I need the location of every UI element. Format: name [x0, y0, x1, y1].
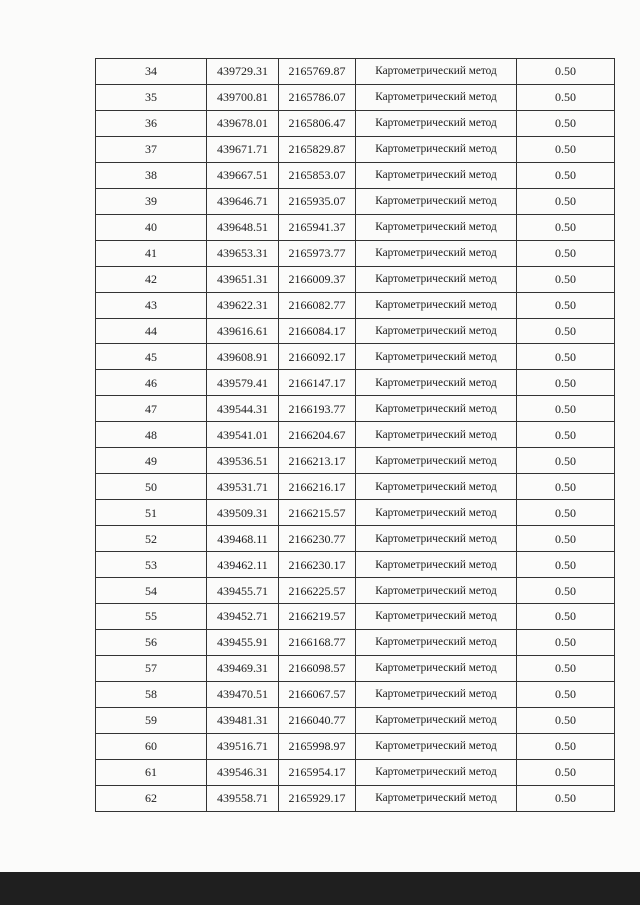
x-coordinate-cell: 439616.61 — [207, 318, 279, 344]
table-row — [96, 604, 615, 630]
table-row — [96, 318, 615, 344]
table-row — [96, 733, 615, 759]
x-coordinate-cell: 439648.51 — [207, 214, 279, 240]
method-cell: Картометрический метод — [356, 759, 517, 785]
point-number-cell: 35 — [96, 84, 207, 110]
accuracy-cell: 0.50 — [517, 396, 615, 422]
accuracy-cell: 0.50 — [517, 526, 615, 552]
y-coordinate-cell: 2165853.07 — [279, 162, 356, 188]
x-coordinate-cell: 439700.81 — [207, 84, 279, 110]
x-coordinate-cell: 439470.51 — [207, 681, 279, 707]
method-cell: Картометрический метод — [356, 136, 517, 162]
table-row — [96, 240, 615, 266]
table-row — [96, 500, 615, 526]
x-coordinate-cell: 439452.71 — [207, 604, 279, 630]
method-cell: Картометрический метод — [356, 318, 517, 344]
y-coordinate-cell: 2165929.17 — [279, 785, 356, 811]
y-coordinate-cell: 2166193.77 — [279, 396, 356, 422]
y-coordinate-cell: 2166082.77 — [279, 292, 356, 318]
method-cell: Картометрический метод — [356, 344, 517, 370]
accuracy-cell: 0.50 — [517, 733, 615, 759]
x-coordinate-cell: 439678.01 — [207, 110, 279, 136]
accuracy-cell: 0.50 — [517, 240, 615, 266]
method-cell: Картометрический метод — [356, 604, 517, 630]
accuracy-cell: 0.50 — [517, 448, 615, 474]
accuracy-cell: 0.50 — [517, 292, 615, 318]
accuracy-cell: 0.50 — [517, 552, 615, 578]
table-row — [96, 214, 615, 240]
y-coordinate-cell: 2166213.17 — [279, 448, 356, 474]
accuracy-cell: 0.50 — [517, 604, 615, 630]
table-row — [96, 266, 615, 292]
point-number-cell: 37 — [96, 136, 207, 162]
method-cell: Картометрический метод — [356, 474, 517, 500]
x-coordinate-cell: 439651.31 — [207, 266, 279, 292]
y-coordinate-cell: 2166225.57 — [279, 578, 356, 604]
point-number-cell: 54 — [96, 578, 207, 604]
method-cell: Картометрический метод — [356, 292, 517, 318]
table-row — [96, 474, 615, 500]
table-row — [96, 422, 615, 448]
x-coordinate-cell: 439516.71 — [207, 733, 279, 759]
method-cell: Картометрический метод — [356, 629, 517, 655]
y-coordinate-cell: 2166040.77 — [279, 707, 356, 733]
accuracy-cell: 0.50 — [517, 655, 615, 681]
point-number-cell: 48 — [96, 422, 207, 448]
scan-bottom-border — [0, 872, 640, 905]
table-row — [96, 344, 615, 370]
y-coordinate-cell: 2165806.47 — [279, 110, 356, 136]
accuracy-cell: 0.50 — [517, 188, 615, 214]
table-row — [96, 448, 615, 474]
accuracy-cell: 0.50 — [517, 84, 615, 110]
y-coordinate-cell: 2166215.57 — [279, 500, 356, 526]
method-cell: Картометрический метод — [356, 578, 517, 604]
x-coordinate-cell: 439544.31 — [207, 396, 279, 422]
x-coordinate-cell: 439646.71 — [207, 188, 279, 214]
y-coordinate-cell: 2166009.37 — [279, 266, 356, 292]
point-number-cell: 56 — [96, 629, 207, 655]
table-row — [96, 188, 615, 214]
x-coordinate-cell: 439671.71 — [207, 136, 279, 162]
point-number-cell: 53 — [96, 552, 207, 578]
accuracy-cell: 0.50 — [517, 344, 615, 370]
accuracy-cell: 0.50 — [517, 422, 615, 448]
method-cell: Картометрический метод — [356, 733, 517, 759]
point-number-cell: 39 — [96, 188, 207, 214]
table-row — [96, 396, 615, 422]
accuracy-cell: 0.50 — [517, 707, 615, 733]
y-coordinate-cell: 2165769.87 — [279, 59, 356, 85]
x-coordinate-cell: 439608.91 — [207, 344, 279, 370]
y-coordinate-cell: 2165786.07 — [279, 84, 356, 110]
point-number-cell: 46 — [96, 370, 207, 396]
accuracy-cell: 0.50 — [517, 214, 615, 240]
method-cell: Картометрический метод — [356, 681, 517, 707]
method-cell: Картометрический метод — [356, 240, 517, 266]
accuracy-cell: 0.50 — [517, 578, 615, 604]
method-cell: Картометрический метод — [356, 396, 517, 422]
method-cell: Картометрический метод — [356, 162, 517, 188]
table-row — [96, 655, 615, 681]
method-cell: Картометрический метод — [356, 500, 517, 526]
accuracy-cell: 0.50 — [517, 629, 615, 655]
y-coordinate-cell: 2165941.37 — [279, 214, 356, 240]
y-coordinate-cell: 2165829.87 — [279, 136, 356, 162]
accuracy-cell: 0.50 — [517, 318, 615, 344]
x-coordinate-cell: 439536.51 — [207, 448, 279, 474]
accuracy-cell: 0.50 — [517, 759, 615, 785]
x-coordinate-cell: 439468.11 — [207, 526, 279, 552]
x-coordinate-cell: 439729.31 — [207, 59, 279, 85]
table-row — [96, 578, 615, 604]
point-number-cell: 52 — [96, 526, 207, 552]
point-number-cell: 62 — [96, 785, 207, 811]
x-coordinate-cell: 439455.91 — [207, 629, 279, 655]
y-coordinate-cell: 2166084.17 — [279, 318, 356, 344]
x-coordinate-cell: 439667.51 — [207, 162, 279, 188]
point-number-cell: 51 — [96, 500, 207, 526]
method-cell: Картометрический метод — [356, 785, 517, 811]
table-row — [96, 59, 615, 85]
method-cell: Картометрический метод — [356, 655, 517, 681]
y-coordinate-cell: 2165954.17 — [279, 759, 356, 785]
method-cell: Картометрический метод — [356, 707, 517, 733]
method-cell: Картометрический метод — [356, 266, 517, 292]
x-coordinate-cell: 439622.31 — [207, 292, 279, 318]
y-coordinate-cell: 2166230.17 — [279, 552, 356, 578]
table-row — [96, 370, 615, 396]
point-number-cell: 34 — [96, 59, 207, 85]
accuracy-cell: 0.50 — [517, 110, 615, 136]
point-number-cell: 57 — [96, 655, 207, 681]
table-row — [96, 681, 615, 707]
accuracy-cell: 0.50 — [517, 500, 615, 526]
point-number-cell: 61 — [96, 759, 207, 785]
table-row — [96, 526, 615, 552]
y-coordinate-cell: 2165973.77 — [279, 240, 356, 266]
coordinates-table-body — [96, 59, 615, 812]
x-coordinate-cell: 439541.01 — [207, 422, 279, 448]
point-number-cell: 59 — [96, 707, 207, 733]
point-number-cell: 60 — [96, 733, 207, 759]
x-coordinate-cell: 439455.71 — [207, 578, 279, 604]
accuracy-cell: 0.50 — [517, 370, 615, 396]
method-cell: Картометрический метод — [356, 422, 517, 448]
y-coordinate-cell: 2166092.17 — [279, 344, 356, 370]
x-coordinate-cell: 439653.31 — [207, 240, 279, 266]
accuracy-cell: 0.50 — [517, 785, 615, 811]
table-row — [96, 759, 615, 785]
y-coordinate-cell: 2166147.17 — [279, 370, 356, 396]
y-coordinate-cell: 2166204.67 — [279, 422, 356, 448]
x-coordinate-cell: 439462.11 — [207, 552, 279, 578]
point-number-cell: 58 — [96, 681, 207, 707]
point-number-cell: 44 — [96, 318, 207, 344]
point-number-cell: 43 — [96, 292, 207, 318]
point-number-cell: 36 — [96, 110, 207, 136]
point-number-cell: 47 — [96, 396, 207, 422]
point-number-cell: 45 — [96, 344, 207, 370]
accuracy-cell: 0.50 — [517, 266, 615, 292]
method-cell: Картометрический метод — [356, 110, 517, 136]
method-cell: Картометрический метод — [356, 188, 517, 214]
point-number-cell: 40 — [96, 214, 207, 240]
coordinates-table — [95, 58, 615, 812]
method-cell: Картометрический метод — [356, 59, 517, 85]
table-row — [96, 136, 615, 162]
method-cell: Картометрический метод — [356, 526, 517, 552]
point-number-cell: 42 — [96, 266, 207, 292]
point-number-cell: 49 — [96, 448, 207, 474]
accuracy-cell: 0.50 — [517, 136, 615, 162]
point-number-cell: 50 — [96, 474, 207, 500]
y-coordinate-cell: 2166219.57 — [279, 604, 356, 630]
method-cell: Картометрический метод — [356, 448, 517, 474]
accuracy-cell: 0.50 — [517, 681, 615, 707]
table-row — [96, 110, 615, 136]
y-coordinate-cell: 2166067.57 — [279, 681, 356, 707]
x-coordinate-cell: 439481.31 — [207, 707, 279, 733]
y-coordinate-cell: 2166168.77 — [279, 629, 356, 655]
table-row — [96, 707, 615, 733]
x-coordinate-cell: 439546.31 — [207, 759, 279, 785]
point-number-cell: 55 — [96, 604, 207, 630]
accuracy-cell: 0.50 — [517, 59, 615, 85]
method-cell: Картометрический метод — [356, 370, 517, 396]
table-row — [96, 552, 615, 578]
table-row — [96, 84, 615, 110]
x-coordinate-cell: 439509.31 — [207, 500, 279, 526]
x-coordinate-cell: 439469.31 — [207, 655, 279, 681]
method-cell: Картометрический метод — [356, 214, 517, 240]
table-row — [96, 785, 615, 811]
accuracy-cell: 0.50 — [517, 162, 615, 188]
y-coordinate-cell: 2166216.17 — [279, 474, 356, 500]
x-coordinate-cell: 439579.41 — [207, 370, 279, 396]
x-coordinate-cell: 439558.71 — [207, 785, 279, 811]
table-row — [96, 292, 615, 318]
table-row — [96, 629, 615, 655]
point-number-cell: 41 — [96, 240, 207, 266]
y-coordinate-cell: 2165998.97 — [279, 733, 356, 759]
table-row — [96, 162, 615, 188]
method-cell: Картометрический метод — [356, 84, 517, 110]
y-coordinate-cell: 2166098.57 — [279, 655, 356, 681]
accuracy-cell: 0.50 — [517, 474, 615, 500]
method-cell: Картометрический метод — [356, 552, 517, 578]
point-number-cell: 38 — [96, 162, 207, 188]
x-coordinate-cell: 439531.71 — [207, 474, 279, 500]
y-coordinate-cell: 2165935.07 — [279, 188, 356, 214]
y-coordinate-cell: 2166230.77 — [279, 526, 356, 552]
